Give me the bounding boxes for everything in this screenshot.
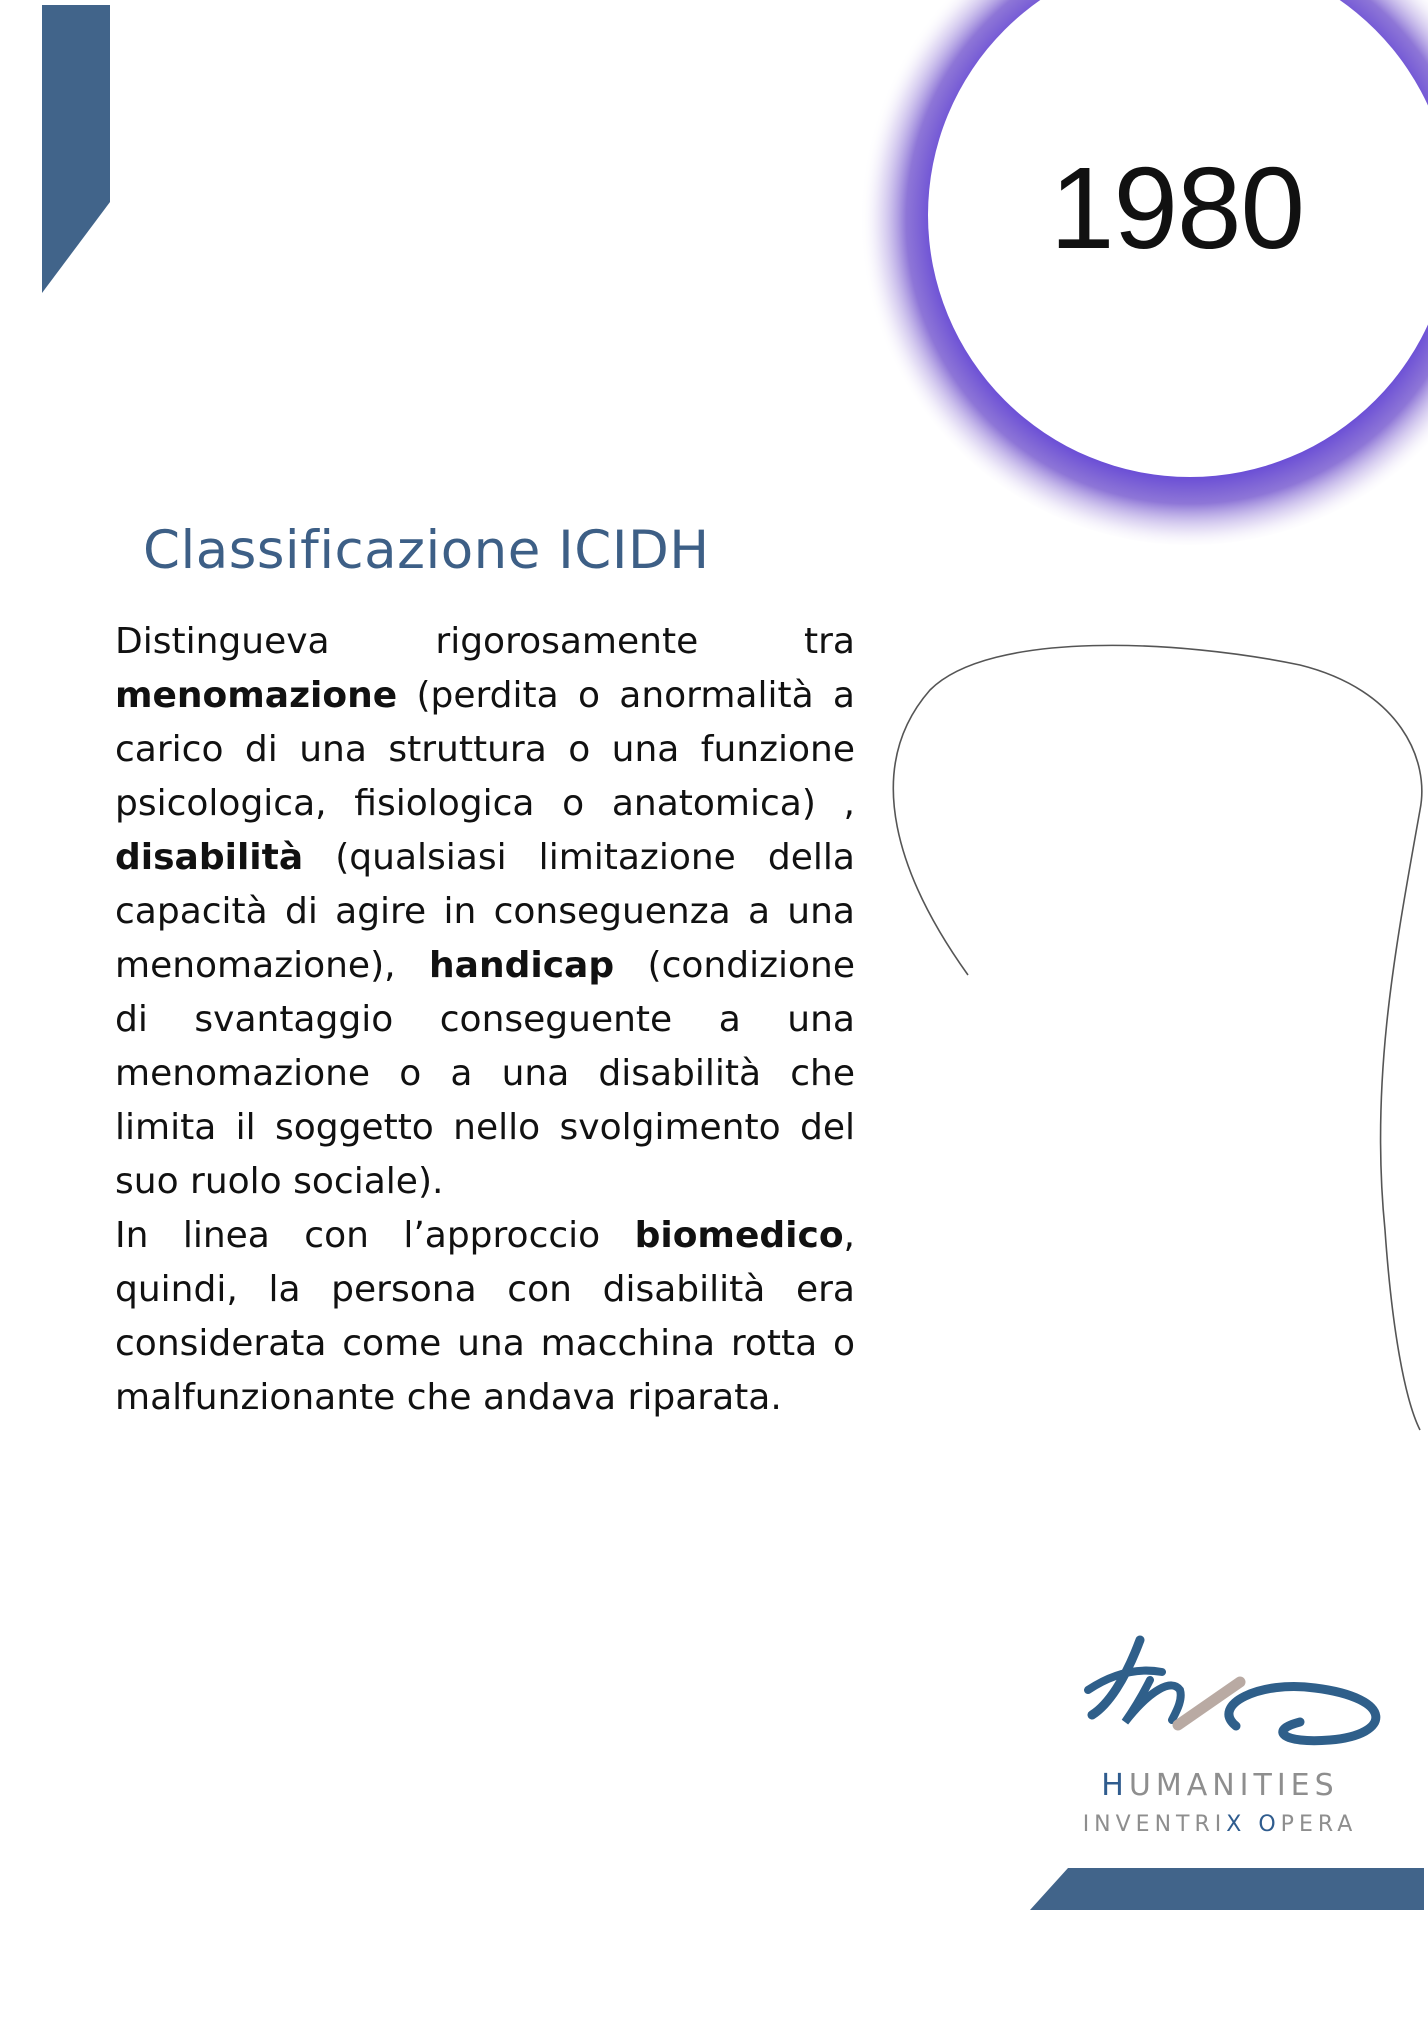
paragraph-1 (115, 615, 855, 1209)
term-menomazione: menomazione (115, 675, 398, 716)
bottom-right-bar (1030, 1868, 1424, 1910)
top-left-tab (42, 5, 110, 293)
term-disabilita: disabilità (115, 837, 304, 878)
logo-wordmark-humanities (1090, 1768, 1350, 1803)
text-run: Distingueva rigorosamente tra (115, 621, 855, 662)
logo-accent-letter: X (1226, 1812, 1247, 1837)
logo-text: UMANITIES (1128, 1768, 1339, 1803)
logo-accent-letter: O (1258, 1812, 1281, 1837)
hio-logo-icon (1088, 1640, 1376, 1741)
paragraph-2 (115, 1209, 855, 1425)
logo-accent-letter: H (1101, 1768, 1129, 1803)
body-text (115, 615, 855, 1425)
decorative-curve (893, 645, 1421, 1430)
logo-wordmark-inventrix-opera (1068, 1812, 1372, 1837)
term-handicap: handicap (429, 945, 615, 986)
text-run: (perdita o anormalità a carico di una struttura o una funzione psicologica, fisiologica o anatomica) , (115, 675, 855, 824)
logo-text: INVENTRI (1082, 1812, 1227, 1837)
logo-text (1246, 1812, 1258, 1837)
text-run: (qualsiasi limitazione della capacità di agire in conseguenza a una menomazione), (115, 837, 855, 986)
logo-text: PERA (1280, 1812, 1358, 1837)
text-run: (condizione di svantaggio conseguente a una menomazione o a una disabilità che limita il soggetto nello svolgimento del suo ruolo sociale). (115, 945, 855, 1202)
page-title: Classificazione ICIDH (143, 520, 710, 581)
text-run: , quindi, la persona con disabilità era considerata come una macchina rotta o malfunzionante che andava riparata. (115, 1215, 855, 1418)
year-heading: 1980 (1050, 143, 1305, 273)
term-biomedico: biomedico (634, 1215, 844, 1256)
text-run: In linea con l’approccio (115, 1215, 635, 1256)
